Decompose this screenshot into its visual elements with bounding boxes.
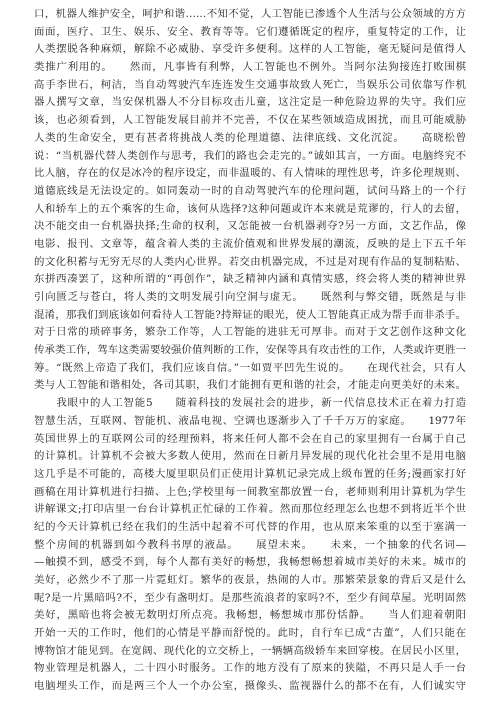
text-line: 人类摆脱各种麻烦，解除不必威胁、享受许多便利。这样的人工智能，毫无疑问是值得人 xyxy=(34,43,466,56)
document-body xyxy=(34,6,466,696)
text-line: 物业管理是机器人，二十四小时服务。工作的地方没有了原来的狭隘，不再只是人手一台 xyxy=(34,662,466,675)
text-line: 美好，必然少不了那一片霓虹灯。繁华的夜景，热闹的人市。那繁荣景象的背后又是什么 xyxy=(34,574,466,586)
text-line: 口，机器人维护安全，呵护和谐……不知不觉，人工智能已渗透个人生活与公众领域的方方 xyxy=(34,8,466,20)
text-line: 混淆，那我们到底该如何看待人工智能?持辩证的眼光，使人工智能真正成为帮手而非杀手。 xyxy=(34,308,466,321)
text-line: 引向匮乏与苍白，将人类的文明发展引向空洞与虚无。 既然利与弊交错，既然是与非 xyxy=(34,291,466,303)
text-line: 的计算机。计算机不会被大多数人使用，然而在日新月异发展的现代化社会里不是用电脑 xyxy=(34,450,466,463)
text-line: —触摸不到，感受不到，每个人都有美好的畅想，我畅想畅想着城市美好的未来。城市的 xyxy=(34,556,466,569)
text-line: 讲解课文;打印店里一台台计算机正忙碌的工作着。然而那位经理怎么也想不到将近半个世 xyxy=(34,503,466,516)
text-line: 决不能交由一台机器抉择;生命的权利，又怎能被一台机器剥夺?另一方面，文艺作品，像 xyxy=(34,220,466,233)
text-line: 这几乎是不可能的，高楼大厦里职员们正使用计算机记录完成上级布置的任务;漫画家打好 xyxy=(34,467,466,480)
text-line: 画稿在用计算机进行扫描、上色;学校里每一间教室都放置一台，老师则利用计算机为学生 xyxy=(34,485,466,498)
text-line: 类与人工智能和谐相处，各司其职，我们才能拥有更和谐的社会，才能走向更美好的未来。 xyxy=(34,379,466,392)
text-line: 电影、报刊、文章等，蕴含着人类的主流价值观和世界发展的潮流，反映的是上下五千年 xyxy=(34,237,466,250)
text-line: 器人撰写文章，当安保机器人不分目标攻击儿童，这注定是一种危险边界的失守。我们应 xyxy=(34,96,466,109)
text-line: 智慧生活，互联网、智能机、液晶电视、空调也逐渐步入了千千万万的家庭。 1977年 xyxy=(34,414,466,427)
text-line: 人类的生命安全，更有甚者将挑战人类的伦理道德、法律底线、文化沉淀。 高晓松曾 xyxy=(34,131,466,144)
text-line: 该，也必须看到，人工智能发展目前并不完善，不仅在某些领域造成困扰，而且可能威胁 xyxy=(34,114,466,127)
text-line: 面面，医疗、卫生、娱乐、安全、教育等等。它们遵循既定的程序，重复特定的工作，让 xyxy=(34,25,466,38)
text-line: 传承类工作，驾车这类需要较强价值判断的工作，安保等具有攻击性的工作，人类或许更胜一 xyxy=(34,344,466,357)
text-line: 英国世界上的互联网公司的经理预料，将来任何人都不会在自己的家里拥有一台属于自己 xyxy=(34,432,466,445)
text-line: 的文化积蓄与无穷无尽的人类内心世界。若交由机器完成，不过是对现有作品的复制粘贴、 xyxy=(34,255,466,268)
text-line: 呢?是一片黑暗吗?不，至少有盏明灯。是那些流浪者的家吗?不，至少有间草屋。光明固然 xyxy=(34,591,466,604)
text-line: 电脑埋头工作，而是两三个人一个办公室，摄像头、监视器什么的都不在有，人们诚实守 xyxy=(34,680,466,693)
text-line: 高手李世石，柯洁，当自动驾驶汽车连连发生交通事故致人死亡，当娱乐公司依靠写作机 xyxy=(34,78,466,91)
text-line: 东拼西凑罢了，这种所谓的“再创作”，缺乏精神内涵和真情实感，终会将人类的精神世界 xyxy=(34,273,466,286)
text-line: 说：“当机器代替人类创作与思考，我们的路也会走完的。”诚如其言，一方面。电脑终究不 xyxy=(34,149,466,162)
text-line: 道德底线是无法设定的。如同轰动一时的自动驾驶汽车的伦理问题，试问马路上的一个行 xyxy=(34,184,466,197)
text-line: 我眼中的人工智能5 随着科技的发展社会的进步，新一代信息技术正在着力打造 xyxy=(34,397,466,410)
text-line: 筹。“既然上帝造了我们，我们应该自信。”一如贾平凹先生说的。 在现代社会，只有人 xyxy=(34,361,466,374)
text-line: 人和轿车上的五个乘客的生命，该何从选择?这种问题或许本来就是荒谬的，行人的去留， xyxy=(34,202,466,215)
text-line: 比人脑，存在的仅是冰冷的程序设定，而非温暖的、有人情味的理性思考，许多伦理规则、 xyxy=(34,167,466,180)
text-line: 类推广利用的。 然而，凡事皆有利弊，人工智能也不例外。当阿尔法狗接连打败围棋 xyxy=(34,61,466,74)
text-line: 博物馆才能见到。在宽阔、现代化的立交桥上，一辆辆高级轿车来回穿梭。在居民小区里， xyxy=(34,644,466,657)
text-line: 开始一天的工作时，他们的心情是平静而舒悦的。此时，自行车已成“古董”，人们只能在 xyxy=(34,627,466,640)
text-line: 对于日常的琐碎事务，繁杂工作等，人工智能的进驻无可厚非。而对于文艺创作这种文化 xyxy=(34,326,466,339)
text-line: 整个房间的机器到如今教科书厚的液晶。 展望未来。 未来，一个抽象的代名词— xyxy=(34,538,466,551)
text-line: 纪的今天计算机已经在我们的生活中起着不可代替的作用，也从原来笨重的以至于塞满一 xyxy=(34,520,466,533)
text-line: 美好，黑暗也将会被无数明灯所点亮。我畅想，畅想城市那份恬静。 当人们迎着朝阳 xyxy=(34,609,466,622)
